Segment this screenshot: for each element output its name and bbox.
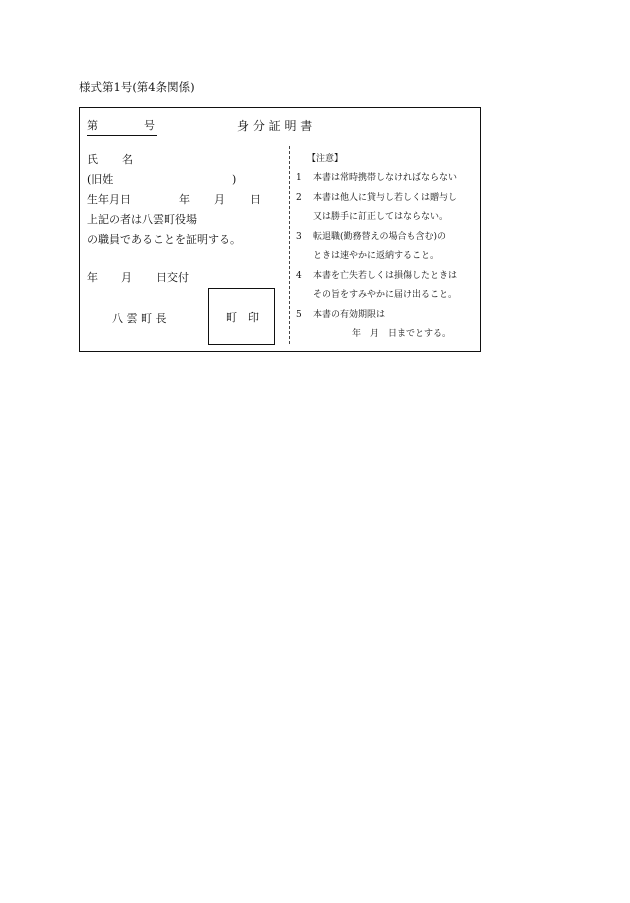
issue-day: 日交付: [156, 271, 189, 284]
number-underline: [87, 135, 157, 136]
notes-heading: 【注意】: [307, 154, 344, 164]
note-line: 本書は他人に貸与し若しくは贈与し: [313, 193, 458, 203]
issue-year: 年: [87, 271, 98, 284]
note-line: ときは速やかに返納すること。: [313, 251, 440, 261]
note-number: 5: [296, 310, 302, 320]
card-header: [87, 120, 457, 134]
certification-line-2: の職員であることを証明する。: [87, 233, 241, 246]
id-certificate-card: [79, 107, 481, 352]
dob-label: 生年月日: [87, 193, 131, 206]
name-label-2: 名: [122, 153, 133, 166]
certification-line-1: 上記の者は八雲町役場: [87, 213, 197, 226]
name-label-1: 氏: [87, 153, 98, 166]
mayor-title: 八 雲 町 長: [112, 312, 167, 325]
dob-day: 日: [250, 193, 261, 206]
form-title: 様式第1号(第4条関係): [79, 80, 195, 94]
dotted-divider: [289, 146, 290, 344]
former-name-open: (旧姓: [87, 173, 114, 186]
former-name-close: ): [232, 173, 237, 186]
dob-month: 月: [214, 193, 225, 206]
seal-label: 町 印: [226, 311, 259, 324]
note-number: 3: [296, 232, 302, 242]
dob-year: 年: [179, 193, 190, 206]
note-line: 年 月 日までとする。: [352, 329, 452, 339]
note-number: 1: [296, 173, 302, 183]
certificate-title: 身 分 証 明 書: [237, 119, 313, 133]
note-line: 又は勝手に訂正してはならない。: [313, 212, 449, 222]
issue-month: 月: [121, 271, 132, 284]
number-prefix: 第: [87, 119, 98, 132]
number-suffix: 号: [144, 119, 155, 132]
note-line: 転退職(勤務替えの場合も含む)の: [313, 232, 447, 242]
note-line: 本書を亡失若しくは損傷したときは: [313, 271, 458, 281]
note-number: 4: [296, 271, 302, 281]
note-line: 本書の有効期限は: [313, 310, 386, 320]
note-number: 2: [296, 193, 302, 203]
note-line: 本書は常時携帯しなければならない: [313, 173, 458, 183]
note-line: その旨をすみやかに届け出ること。: [313, 290, 458, 300]
official-seal-box: [208, 288, 275, 345]
